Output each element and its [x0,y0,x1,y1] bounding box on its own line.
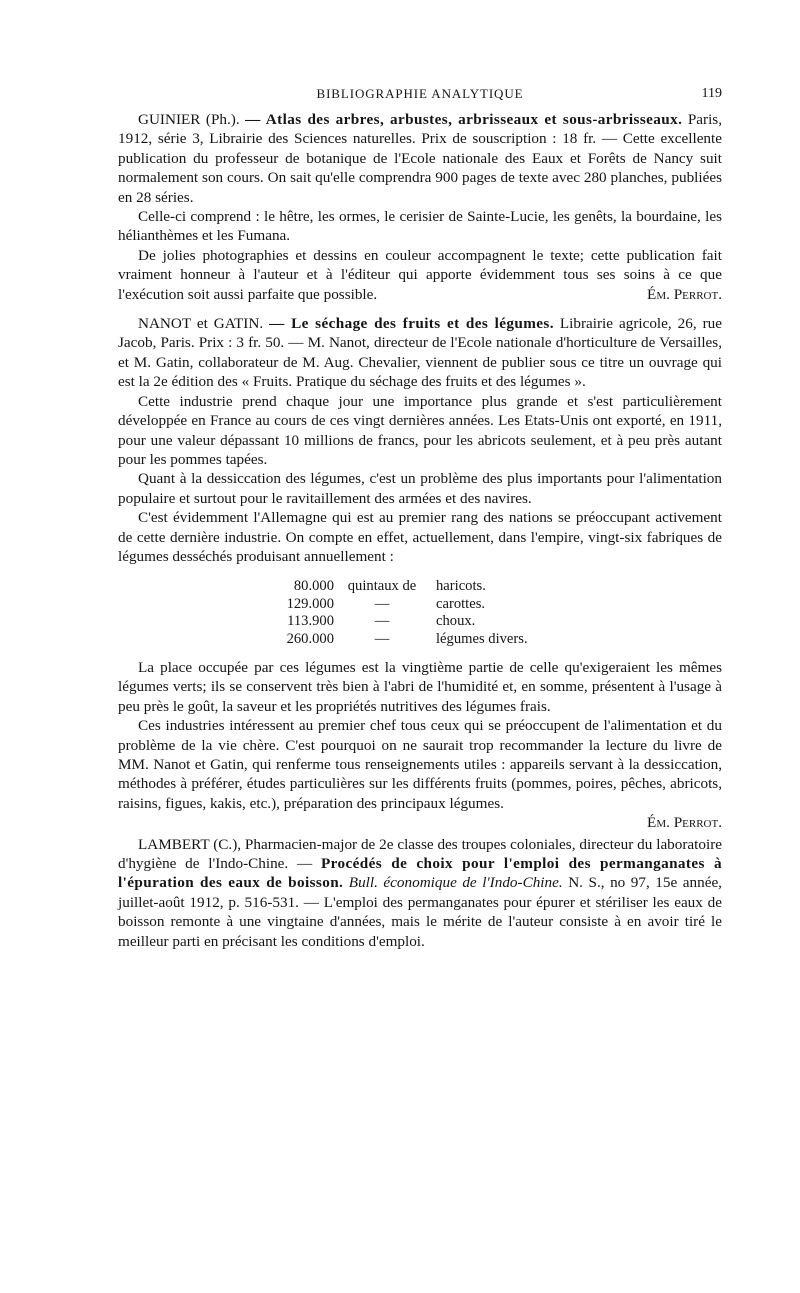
production-table [270,578,528,648]
table-unit: quintaux de [347,578,417,595]
table-item: haricots. [436,578,486,595]
table-item: choux. [436,613,476,630]
entry-paragraph: Cette industrie prend chaque jour une importance plus grande et s'est particulièrement développée en France au cours de ces vingt dernières années. Les Etats-Unis ont exporté, en 1911, pour une valeur dépassant 10 millions de francs, pour les abricots seulement, et à peu près autant pour les pommes tapées. [118,392,722,468]
entry-paragraph: Ces industries intéressent au premier chef tous ceux qui se préoccupent de l'alimentation et du problème de la vie chère. C'est pourquoi on ne saurait trop recommander la lecture du livre de MM. Nanot et Gatin, qui renferme tous renseignements utiles : appareils servant à la dessiccation, méthodes à préférer, études particulières sur les différents fruits (pommes, poires, pêches, abricots, raisins, figues, kakis, etc.), préparation des principaux légumes. [118,717,722,812]
entry-affiliation: Pharmacien-major de 2e classe des troupes coloniales, directeur du laboratoire d'hygiène de l'Indo-Chine. — [118,835,723,873]
entry-body: N. S., no 97, 15e année, juillet-août 1912, p. 516-531. — L'emploi des permanganates pour épurer et stériliser les eaux de boisson remonte à une vingtaine d'années, mais le mérite de l'auteur consiste à en avoir tiré le meilleur parti en précisant les conditions d'emploi. [118,874,722,950]
table-qty: 260.000 [286,630,334,647]
page [118,82,722,951]
table-row [270,596,528,613]
entry-journal: Bull. économique de l'Indo-Chine. [343,874,563,892]
entry-lead [118,110,722,207]
table-item: légumes divers. [436,630,528,647]
entry-title: Procédés de choix pour l'emploi des permanganates à l'épuration des eaux de boisson. [118,855,722,892]
entry-paragraph-text: De jolies photographies et dessins en couleur accompagnent le texte; cette publication fait vraiment honneur à l'auteur et à l'éditeur qui apporte évidemment tous ses soins à ce que l'exécution soit aussi parfaite que possible. [118,246,722,303]
table-qty: 80.000 [293,578,334,595]
running-title: BIBLIOGRAPHIE ANALYTIQUE [316,86,524,101]
bibliography-entry [118,110,722,304]
table-qty: 113.900 [287,613,334,630]
entry-paragraph: Quant à la dessiccation des légumes, c'est un problème des plus importants pour l'alimentation populaire et surtout pour le ravitaillement des armées et des navires. [118,470,722,507]
entry-body: Librairie agricole, 26, rue Jacob, Paris. Prix : 3 fr. 50. — M. Nanot, directeur de l'Ecole nationale d'horticulture de Versailles, et M. Gatin, collaborateur de M. Aug. Chevalier, viennent de publier sous ce titre un ouvrage qui est la 2e édition des « Fruits. Pratique du séchage des fruits et des légumes ». [118,315,723,391]
bibliography-entry [118,835,722,951]
entry-author: LAMBERT (C.), [138,835,242,853]
table-item: carottes. [436,595,486,612]
entry-lead [118,835,722,951]
entry-paragraph: Celle-ci comprend : le hêtre, les ormes, le cerisier de Sainte-Lucie, les genêts, la bourdaine, les hélianthèmes et les Fumana. [118,208,722,245]
bibliography-entry [118,314,722,833]
entry-paragraph: C'est évidemment l'Allemagne qui est au premier rang des nations se préoccupant activement de cette dernière industrie. On compte en effet, actuellement, dans l'empire, vingt-six fabriques de légumes desséchés produisant annuellement : [118,509,722,565]
entry-paragraph [118,246,722,304]
page-number: 119 [701,86,722,101]
entry-paragraph: La place occupée par ces légumes est la vingtième partie de celle qu'exigeraient les mêmes légumes verts; ils se conservent très bien à l'abri de l'humidité et, en somme, présentent à l'usage à peu près le goût, la saveur et les propriétés nutritives des légumes frais. [118,658,722,715]
table-unit: — [374,630,390,647]
entry-body: Paris, 1912, série 3, Librairie des Sciences naturelles. Prix de souscription : 18 fr. — Cette excellente publication du professeur de botanique de l'Ecole nationale des Eaux et Forêts de Nancy suit normalement son cours. On sait qu'elle comprendra 900 pages de texte avec 280 planches, publiées en 28 séries. [118,111,723,206]
entry-signature: Ém. Perrot. [647,285,722,303]
table-qty: 129.000 [286,595,334,612]
entry-author: NANOT et GATIN. [138,315,264,333]
table-row [270,631,528,648]
entry-title: — Atlas des arbres, arbustes, arbrisseaux et sous-arbrisseaux. [245,111,683,128]
table-row [270,613,528,630]
entry-lead [118,314,722,392]
table-row [270,578,528,595]
entry-title: — Le séchage des fruits et des légumes. [269,315,554,333]
running-head [118,82,722,108]
table-unit: — [374,613,390,630]
table-unit: — [374,595,390,612]
entry-author: GUINIER (Ph.). [138,111,240,128]
entry-signature: Ém. Perrot. [647,814,722,832]
